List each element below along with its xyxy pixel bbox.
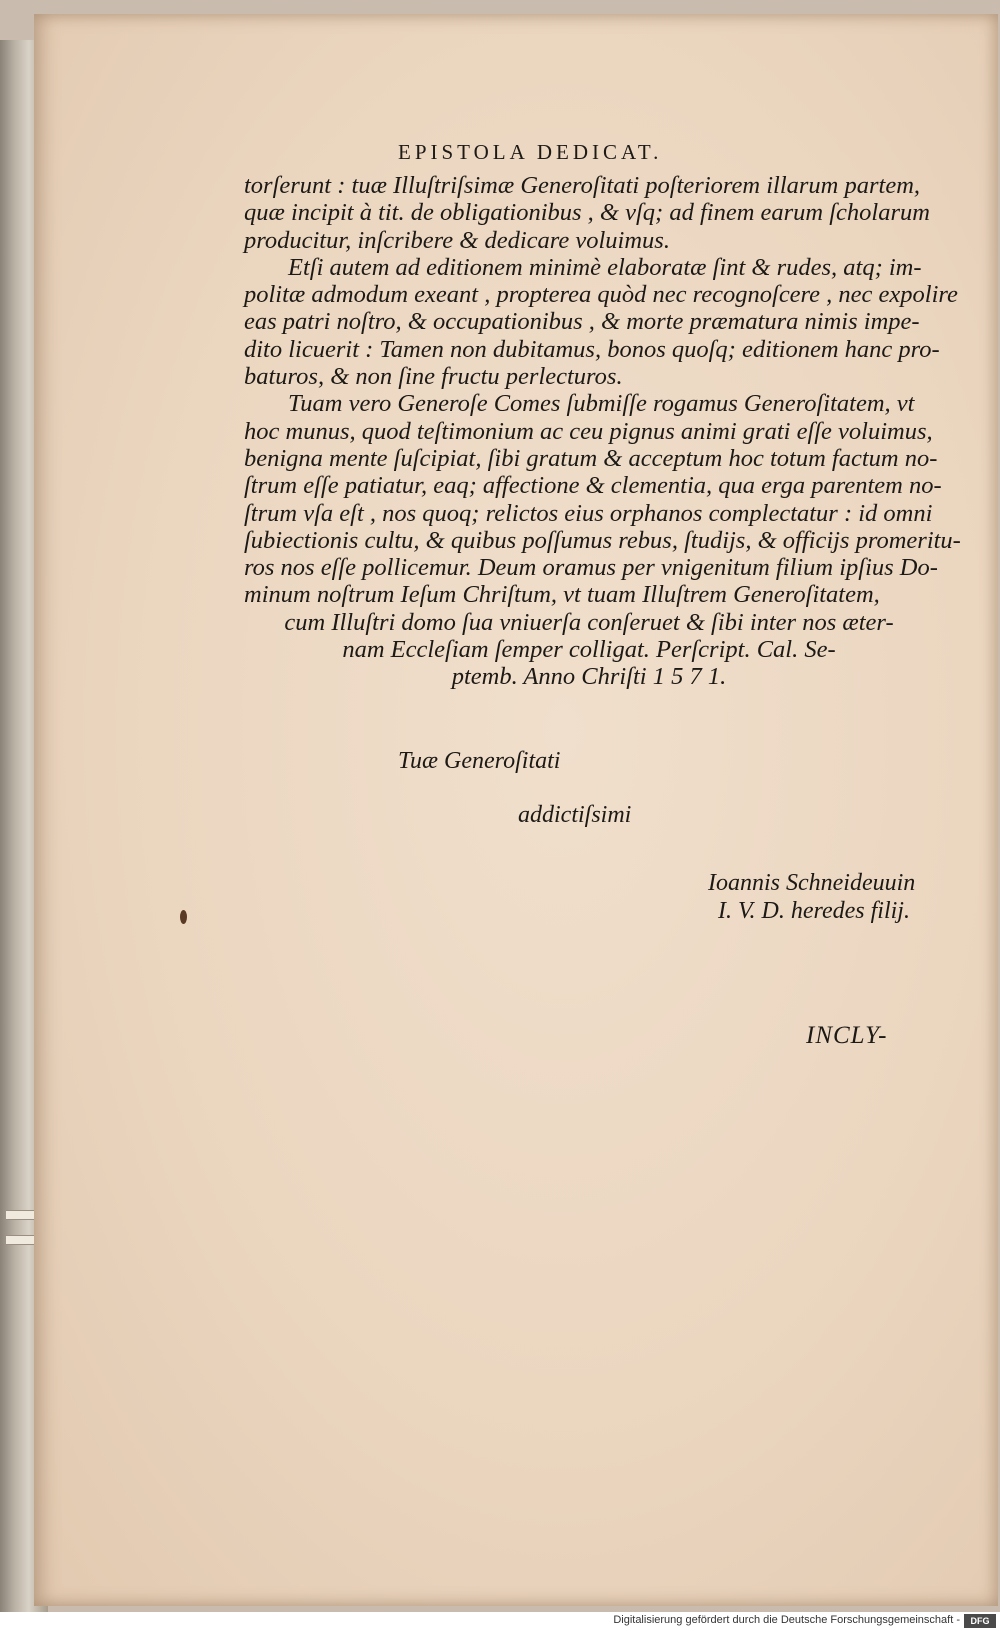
text-line: Tuam vero Generoſe Comes ſubmiſſe rogamus Generoſitatem, vt xyxy=(288,390,915,418)
dfg-logo: DFG xyxy=(964,1614,996,1628)
catchword: INCLY- xyxy=(806,1022,888,1049)
text-line: benigna mente ſuſcipiat, ſibi gratum & acceptum hoc totum factum no- xyxy=(244,444,938,472)
text-line: ptemb. Anno Chriſti 1 5 7 1. xyxy=(451,663,727,691)
signature-name: Ioannis Schneideuuin xyxy=(708,870,916,896)
text-line: Etſi autem ad editionem minimè elaboratæ ſint & rudes, atq; im- xyxy=(288,253,922,281)
text-line: ſtrum eſſe patiatur, eaq; affectione & clementia, qua erga parentem no- xyxy=(244,472,942,500)
text-line: baturos, & non ſine fructu perlecturos. xyxy=(244,363,623,391)
text-line: producitur, inſcribere & dedicare voluimus. xyxy=(244,226,670,254)
text-line: torſerunt : tuæ Illuſtriſsimæ Generoſitati poſteriorem illarum partem, xyxy=(244,172,921,199)
text-line: ſubiectionis cultu, & quibus poſſumus rebus, ſtudijs, & officijs promeritu- xyxy=(244,526,961,554)
text-line: quæ incipit à tit. de obligationibus , & vſq; ad finem earum ſcholarum xyxy=(244,199,930,227)
text-line: politæ admodum exeant , propterea quòd nec recognoſcere , nec expolire xyxy=(244,281,958,309)
text-line: eas patri noſtro, & occupationibus , & morte præmatura nimis impe- xyxy=(244,308,920,336)
footer-bar xyxy=(0,1612,1000,1631)
salutation: Tuæ Generoſitati xyxy=(398,748,561,774)
text-line: cum Illuſtri domo ſua vniuerſa conſeruet & ſibi inter nos æter- xyxy=(284,608,894,636)
text-line: dito licuerit : Tamen non dubitamus, bonos quoſq; editionem hanc pro- xyxy=(244,335,940,363)
text-line: minum noſtrum Ieſum Chriſtum, vt tuam Illuſtrem Generoſitatem, xyxy=(244,581,880,609)
signature-title: I. V. D. heredes filij. xyxy=(718,898,910,924)
addicti-line: addictiſsimi xyxy=(518,802,632,828)
text-line: nam Eccleſiam ſemper colligat. Perſcript. Cal. Se- xyxy=(342,636,836,664)
text-line: hoc munus, quod teſtimonium ac ceu pignus animi grati eſſe voluimus, xyxy=(244,417,933,445)
footer-credit: Digitalisierung gefördert durch die Deutsche Forschungsgemeinschaft - xyxy=(613,1614,960,1626)
text-line: ſtrum vſa eſt , nos quoq; relictos eius orphanos complectatur : id omni xyxy=(244,499,933,527)
dedication-text xyxy=(244,172,961,691)
text-line: ros nos eſſe pollicemur. Deum oramus per vnigenitum filium ipſius Do- xyxy=(244,554,938,582)
running-title: EPISTOLA DEDICAT. xyxy=(398,140,663,164)
ink-stain xyxy=(180,910,187,924)
